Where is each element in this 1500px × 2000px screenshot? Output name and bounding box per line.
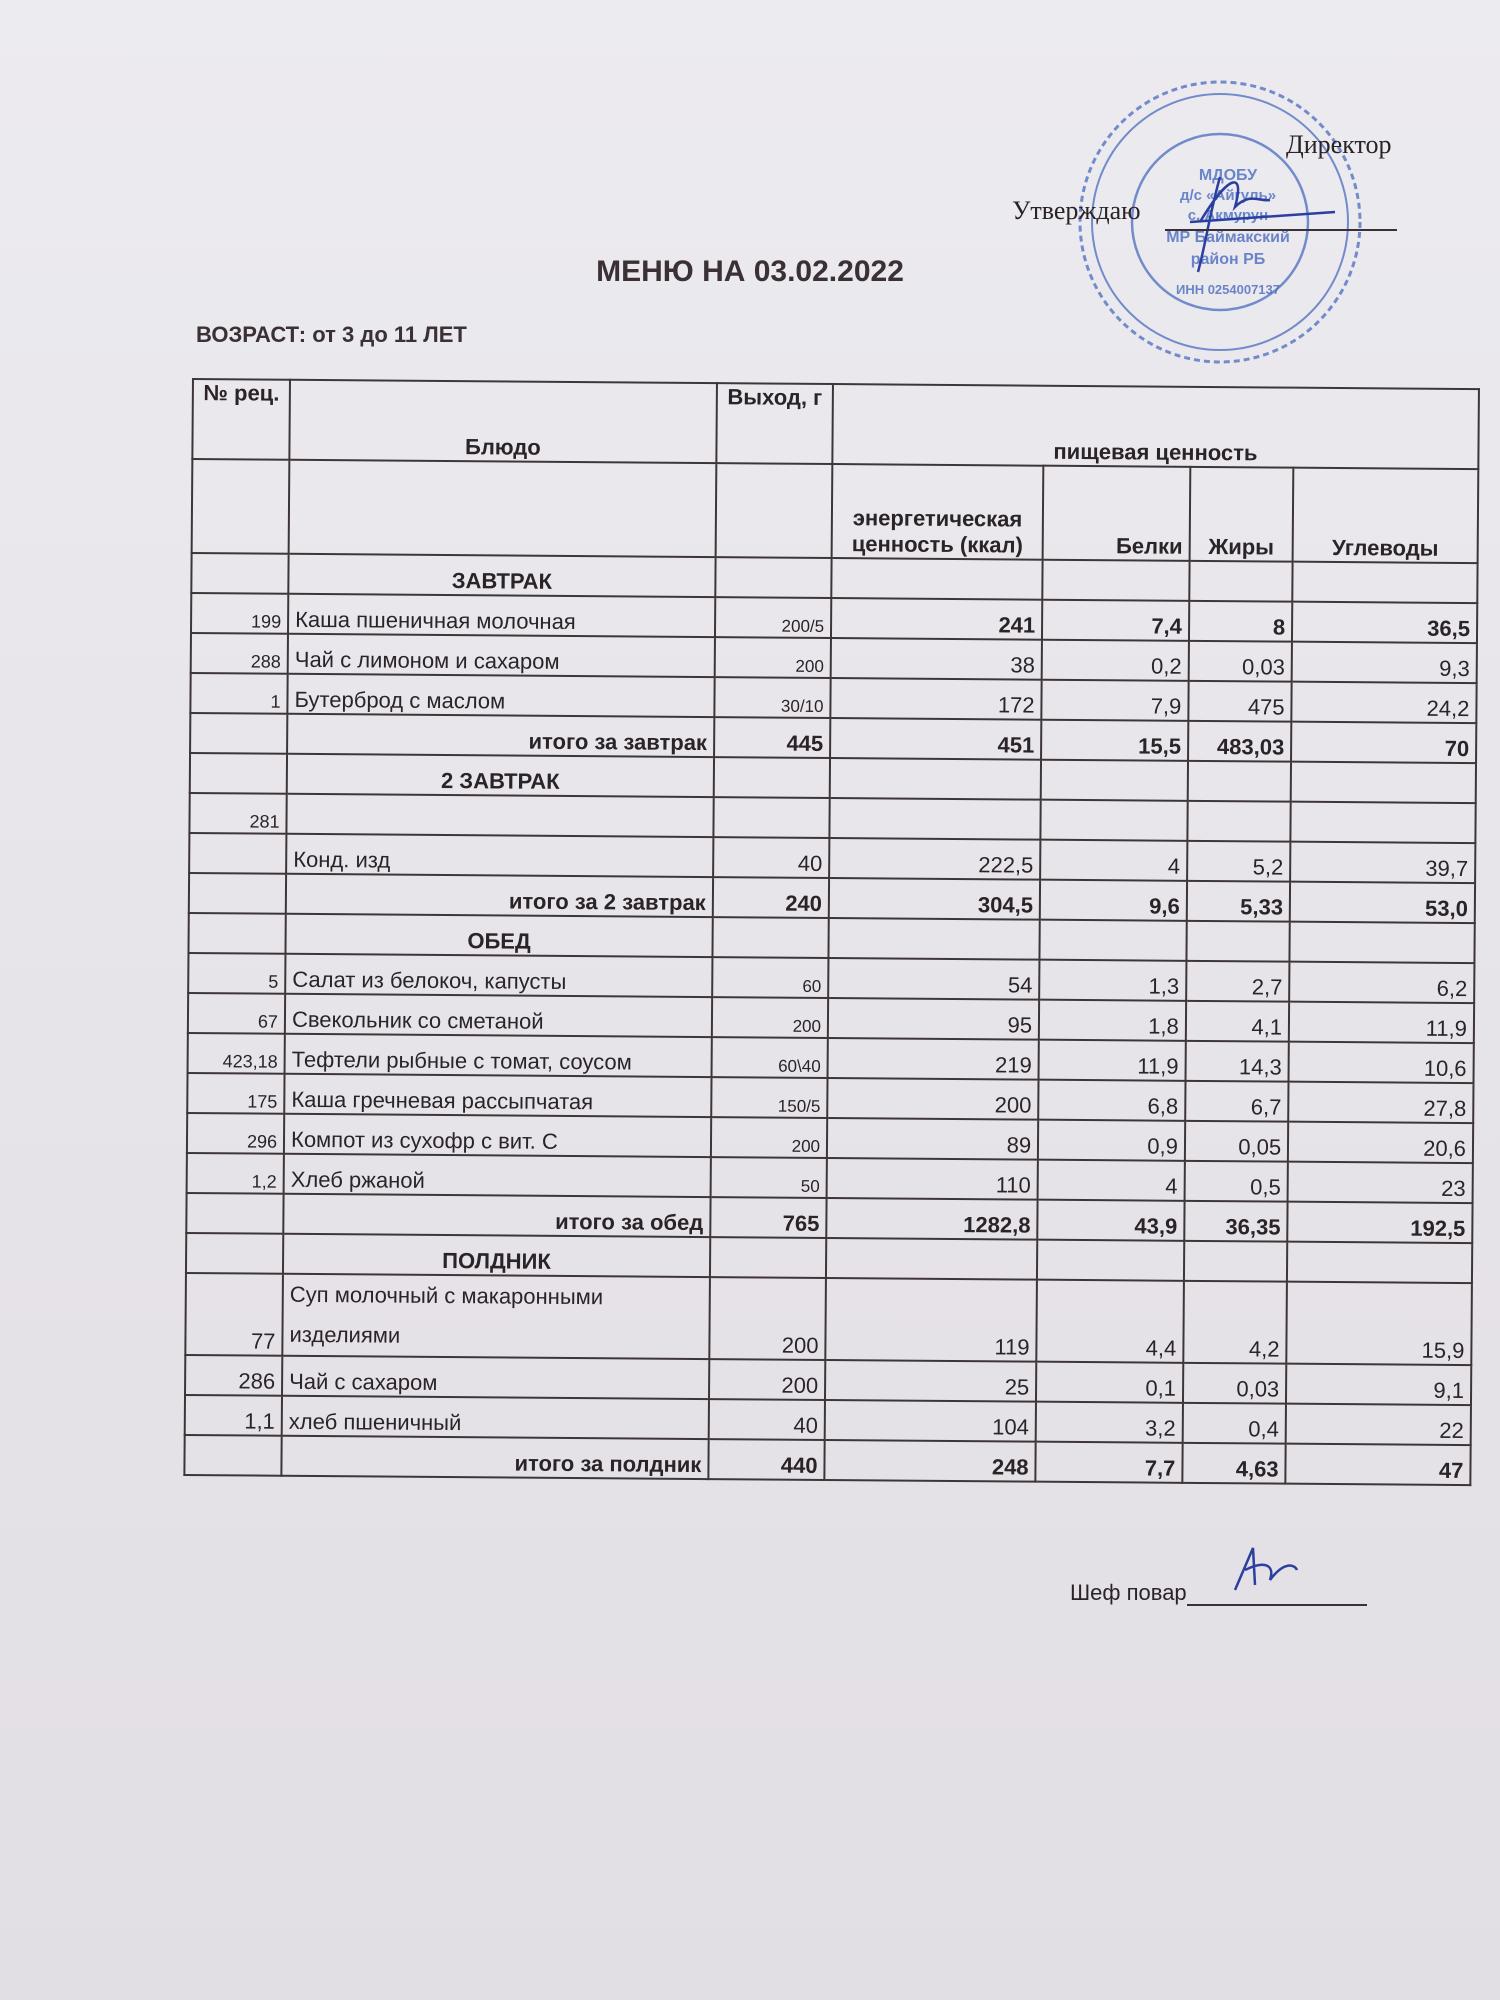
recipe-number: 77 xyxy=(185,1273,283,1356)
dish-name: Чай с лимоном и сахаром xyxy=(288,634,715,677)
section-title: ОБЕД xyxy=(286,914,713,957)
dish-name: Бутерброд с маслом xyxy=(287,674,714,717)
yield-cell: 200 xyxy=(709,1277,826,1360)
dish-name: Конд. изд xyxy=(286,834,713,877)
yield-cell: 200/5 xyxy=(715,597,832,638)
signature-line xyxy=(1165,229,1397,231)
yield-cell: 30/10 xyxy=(714,677,831,718)
energy-cell: 172 xyxy=(830,678,1041,720)
recipe-number: 199 xyxy=(191,593,288,634)
energy-cell: 104 xyxy=(825,1400,1036,1442)
approve-label: Утверждаю xyxy=(1012,196,1141,225)
yield-cell: 440 xyxy=(708,1439,825,1480)
section-title: ЗАВТРАК xyxy=(288,554,715,597)
fat-cell: 8 xyxy=(1189,601,1293,642)
empty-cell xyxy=(1188,761,1292,802)
fat-cell xyxy=(1187,801,1291,842)
protein-cell: 1,8 xyxy=(1039,1000,1186,1041)
energy-cell: 241 xyxy=(831,598,1042,640)
empty-cell xyxy=(1037,1240,1184,1281)
header-dish: Блюдо xyxy=(289,380,716,463)
carbs-cell: 20,6 xyxy=(1288,1122,1473,1163)
chef-label: Шеф повар xyxy=(1070,1580,1187,1605)
empty-cell xyxy=(192,459,290,554)
svg-text:ИНН 0254007137: ИНН 0254007137 xyxy=(1175,282,1281,297)
protein-cell: 43,9 xyxy=(1037,1200,1184,1241)
protein-cell: 0,2 xyxy=(1042,640,1189,681)
protein-cell: 6,8 xyxy=(1038,1080,1185,1121)
svg-text:с. Акмурун: с. Акмурун xyxy=(1187,207,1269,224)
yield-cell: 200 xyxy=(711,1117,828,1158)
menu-table xyxy=(183,378,1480,1486)
protein-cell: 4 xyxy=(1040,840,1187,881)
fat-cell: 0,05 xyxy=(1185,1121,1289,1162)
dish-name: Свекольник со сметаной xyxy=(285,994,712,1037)
carbs-cell: 39,7 xyxy=(1290,842,1475,883)
header-yield: Выход, г xyxy=(716,383,833,464)
protein-cell: 9,6 xyxy=(1040,880,1187,921)
fat-cell: 14,3 xyxy=(1185,1041,1289,1082)
total-label: итого за полдник xyxy=(281,1436,708,1479)
yield-cell: 40 xyxy=(709,1399,826,1440)
recipe-number: 1,2 xyxy=(187,1153,284,1194)
empty-cell xyxy=(289,460,717,557)
carbs-cell: 22 xyxy=(1286,1404,1471,1445)
fat-cell: 4,1 xyxy=(1186,1001,1290,1042)
empty-cell xyxy=(190,713,287,754)
subheader-row xyxy=(192,459,1479,563)
empty-cell xyxy=(712,917,829,958)
energy-cell: 95 xyxy=(828,998,1039,1040)
fat-cell: 483,03 xyxy=(1188,721,1292,762)
energy-cell: 219 xyxy=(828,1038,1039,1080)
energy-cell: 200 xyxy=(827,1078,1038,1120)
total-label: итого за обед xyxy=(283,1194,710,1237)
carbs-cell: 53,0 xyxy=(1290,882,1475,923)
total-label: итого за завтрак xyxy=(287,714,714,757)
fat-cell: 0,5 xyxy=(1184,1161,1288,1202)
page-title: МЕНЮ НА 03.02.2022 xyxy=(596,255,904,288)
dish-name: Компот из сухофр с вит. С xyxy=(284,1114,711,1157)
yield-cell: 150/5 xyxy=(711,1077,828,1118)
dish-name: Суп молочный с макаронными изделиями xyxy=(282,1274,709,1359)
svg-text:д/с «Айгуль»: д/с «Айгуль» xyxy=(1179,187,1277,204)
carbs-cell: 27,8 xyxy=(1288,1082,1473,1123)
header-nutrition: пищевая ценность xyxy=(832,384,1479,469)
header-recipe-no: № рец. xyxy=(192,379,290,460)
empty-cell xyxy=(1290,922,1475,963)
section-title: ПОЛДНИК xyxy=(283,1234,710,1277)
yield-cell: 50 xyxy=(710,1157,827,1198)
recipe-number: 175 xyxy=(187,1073,284,1114)
dish-name: Чай с сахаром xyxy=(282,1356,709,1399)
recipe-number: 286 xyxy=(185,1355,282,1396)
empty-cell xyxy=(1287,1242,1472,1283)
energy-cell xyxy=(829,798,1040,840)
fat-cell: 475 xyxy=(1188,681,1292,722)
energy-cell: 110 xyxy=(827,1158,1038,1200)
energy-cell: 119 xyxy=(825,1278,1037,1362)
carbs-cell: 36,5 xyxy=(1292,602,1477,643)
empty-cell xyxy=(189,873,286,914)
protein-cell: 0,9 xyxy=(1038,1120,1185,1161)
empty-cell xyxy=(1292,562,1477,603)
dish-name: Хлеб ржаной xyxy=(284,1154,711,1197)
carbs-cell: 15,9 xyxy=(1286,1282,1471,1365)
recipe-number: 288 xyxy=(191,633,288,674)
protein-cell: 1,3 xyxy=(1039,960,1186,1001)
section-title: 2 ЗАВТРАК xyxy=(287,754,714,797)
yield-cell: 200 xyxy=(709,1359,826,1400)
carbs-cell: 192,5 xyxy=(1287,1202,1472,1243)
svg-text:район РБ: район РБ xyxy=(1190,251,1266,268)
carbs-cell xyxy=(1291,802,1476,843)
empty-cell xyxy=(829,918,1040,960)
protein-cell: 3,2 xyxy=(1036,1402,1183,1443)
empty-cell xyxy=(184,1435,281,1476)
carbs-cell: 11,9 xyxy=(1289,1002,1474,1043)
total-label: итого за 2 завтрак xyxy=(286,874,713,917)
carbs-cell: 47 xyxy=(1285,1444,1470,1485)
recipe-number xyxy=(189,833,286,874)
protein-cell: 4,4 xyxy=(1036,1280,1183,1363)
recipe-number: 423,18 xyxy=(188,1033,285,1074)
protein-cell: 7,4 xyxy=(1042,600,1189,641)
empty-cell xyxy=(1184,1241,1288,1282)
fat-cell: 5,2 xyxy=(1187,841,1291,882)
chef-signature xyxy=(1225,1540,1305,1600)
empty-cell xyxy=(714,757,831,798)
dish-name: Салат из белокоч, капусты xyxy=(285,954,712,997)
carbs-cell: 9,1 xyxy=(1286,1364,1471,1405)
fat-cell: 0,4 xyxy=(1183,1403,1287,1444)
recipe-number: 1 xyxy=(190,673,287,714)
carbs-cell: 23 xyxy=(1288,1162,1473,1203)
recipe-number: 5 xyxy=(188,953,285,994)
fat-cell: 0,03 xyxy=(1189,641,1293,682)
fat-cell: 4,2 xyxy=(1183,1281,1287,1364)
header-carbs: Углеводы xyxy=(1293,468,1479,563)
energy-cell: 451 xyxy=(830,718,1041,760)
yield-cell: 240 xyxy=(713,877,830,918)
empty-cell xyxy=(831,558,1042,600)
carbs-cell: 24,2 xyxy=(1291,682,1476,723)
dish-name: Тефтели рыбные с томат, соусом xyxy=(285,1034,712,1077)
yield-cell: 60 xyxy=(712,957,829,998)
yield-cell: 765 xyxy=(710,1197,827,1238)
empty-cell xyxy=(1042,560,1189,601)
protein-cell xyxy=(1041,800,1188,841)
age-label: ВОЗРАСТ: от 3 до 11 ЛЕТ xyxy=(196,322,467,347)
energy-cell: 54 xyxy=(828,958,1039,1000)
energy-cell: 304,5 xyxy=(829,878,1040,920)
empty-cell xyxy=(715,463,832,558)
dish-name xyxy=(286,794,713,837)
carbs-cell: 6,2 xyxy=(1289,962,1474,1003)
protein-cell: 0,1 xyxy=(1036,1362,1183,1403)
fat-cell: 4,63 xyxy=(1182,1443,1286,1484)
protein-cell: 7,9 xyxy=(1041,680,1188,721)
header-row xyxy=(192,379,1479,469)
header-protein: Белки xyxy=(1043,466,1190,561)
energy-cell: 248 xyxy=(824,1440,1035,1482)
energy-cell: 222,5 xyxy=(829,838,1040,880)
yield-cell: 40 xyxy=(713,837,830,878)
yield-cell: 445 xyxy=(714,717,831,758)
empty-cell xyxy=(188,913,285,954)
protein-cell: 7,7 xyxy=(1035,1442,1182,1483)
fat-cell: 0,03 xyxy=(1183,1363,1287,1404)
dish-name: Каша пшеничная молочная xyxy=(288,594,715,637)
fat-cell: 2,7 xyxy=(1186,961,1290,1002)
empty-cell xyxy=(826,1238,1037,1280)
empty-cell xyxy=(710,1237,827,1278)
energy-cell: 38 xyxy=(831,638,1042,680)
fat-cell: 5,33 xyxy=(1187,881,1291,922)
yield-cell: 60\40 xyxy=(711,1037,828,1078)
empty-cell xyxy=(186,1233,283,1274)
table-row xyxy=(185,1273,1472,1365)
header-fat: Жиры xyxy=(1189,467,1293,562)
carbs-cell: 9,3 xyxy=(1292,642,1477,683)
dish-name: хлеб пшеничный xyxy=(282,1396,709,1439)
empty-cell xyxy=(715,557,832,598)
yield-cell: 200 xyxy=(715,637,832,678)
recipe-number: 1,1 xyxy=(185,1395,282,1436)
dish-name: Каша гречневая рассыпчатая xyxy=(284,1074,711,1117)
protein-cell: 4 xyxy=(1038,1160,1185,1201)
empty-cell xyxy=(190,753,287,794)
empty-cell xyxy=(191,553,288,594)
empty-cell xyxy=(1186,921,1290,962)
protein-cell: 11,9 xyxy=(1039,1040,1186,1081)
yield-cell xyxy=(713,797,830,838)
empty-cell xyxy=(186,1193,283,1234)
fat-cell: 36,35 xyxy=(1184,1201,1288,1242)
carbs-cell: 70 xyxy=(1291,722,1476,763)
chef-signature-block xyxy=(1070,1580,1367,1606)
empty-cell xyxy=(1040,920,1187,961)
header-energy: энергетическая ценность (ккал) xyxy=(832,464,1044,560)
energy-cell: 1282,8 xyxy=(826,1198,1037,1240)
empty-cell xyxy=(830,758,1041,800)
energy-cell: 89 xyxy=(827,1118,1038,1160)
recipe-number: 281 xyxy=(189,793,286,834)
energy-cell: 25 xyxy=(825,1360,1036,1402)
protein-cell: 15,5 xyxy=(1041,720,1188,761)
approver-position: Директор xyxy=(1286,130,1392,159)
empty-cell xyxy=(1291,762,1476,803)
empty-cell xyxy=(1041,760,1188,801)
carbs-cell: 10,6 xyxy=(1289,1042,1474,1083)
recipe-number: 67 xyxy=(188,993,285,1034)
svg-text:МР Баймакский: МР Баймакский xyxy=(1166,229,1290,246)
empty-cell xyxy=(1189,561,1293,602)
yield-cell: 200 xyxy=(712,997,829,1038)
fat-cell: 6,7 xyxy=(1185,1081,1289,1122)
recipe-number: 296 xyxy=(187,1113,284,1154)
svg-text:МДОБУ: МДОБУ xyxy=(1198,167,1258,184)
